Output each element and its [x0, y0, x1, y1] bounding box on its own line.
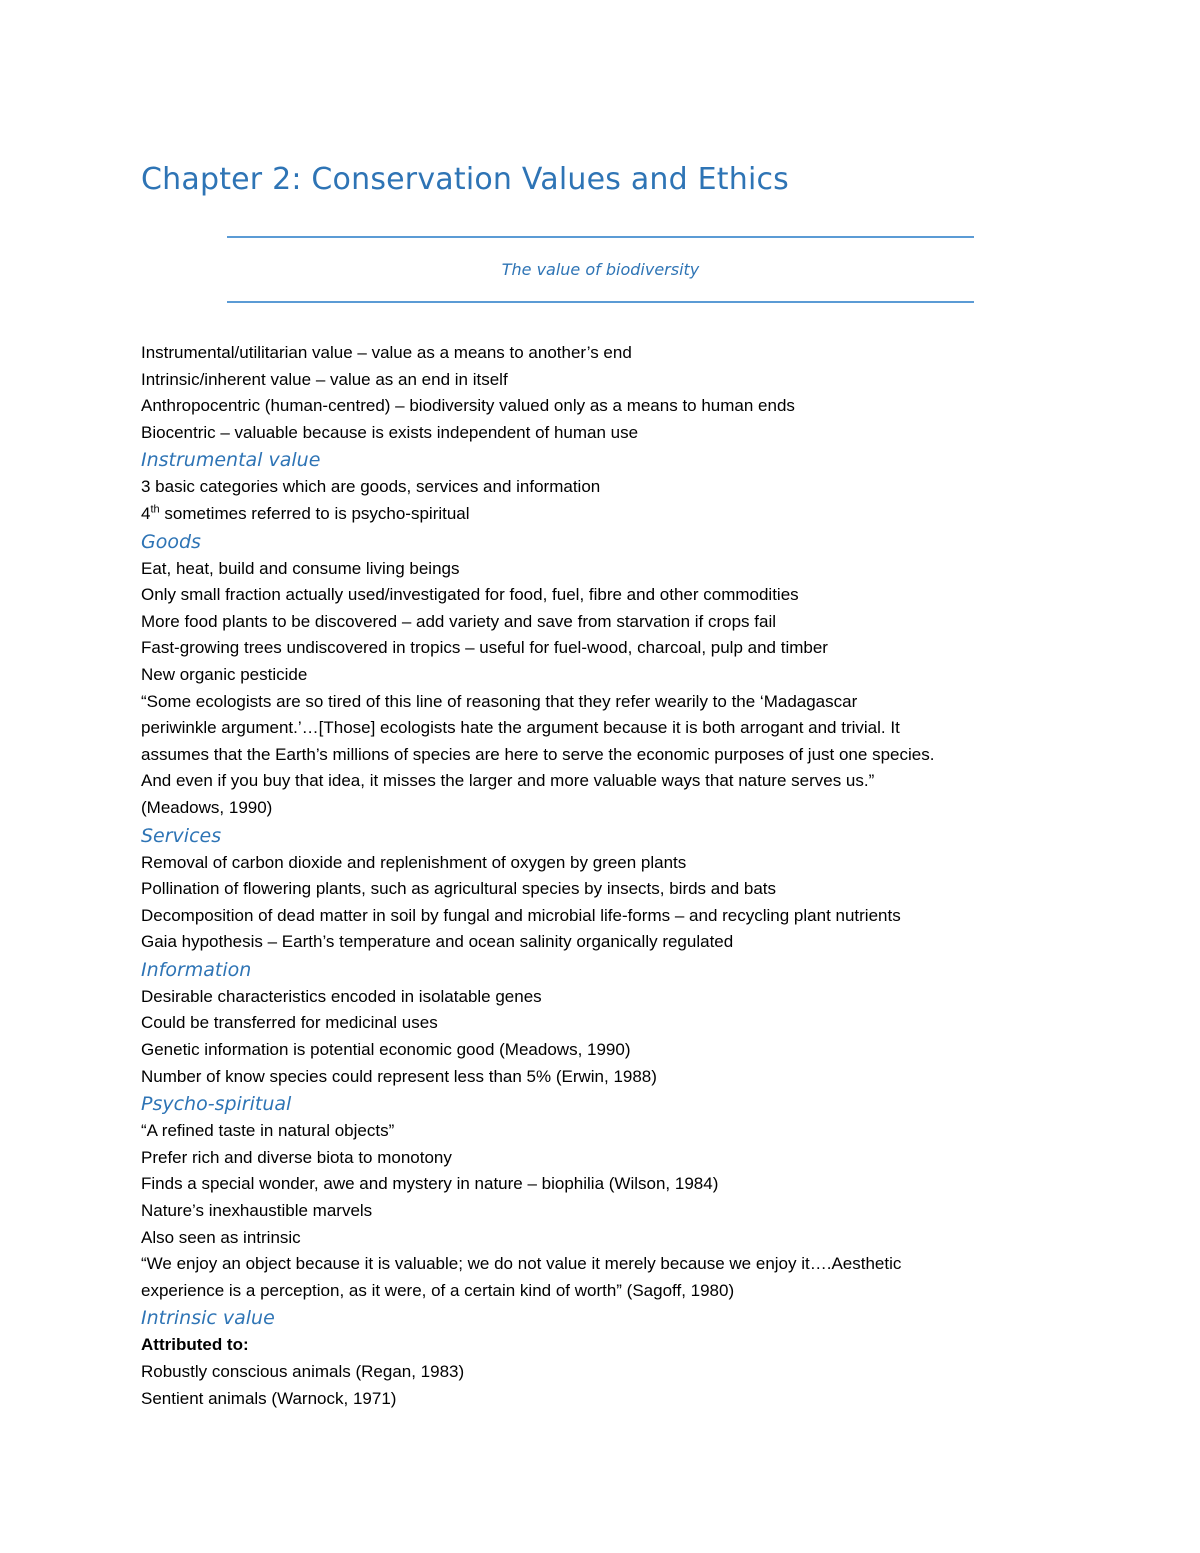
quote-line: periwinkle argument.’…[Those] ecologists hate the argument because it is both arrogant and trivial. It: [141, 718, 900, 738]
page-title: Chapter 2: Conservation Values and Ethics: [141, 162, 789, 197]
intro-line: Intrinsic/inherent value – value as an end in itself: [141, 369, 508, 389]
body-line: Eat, heat, build and consume living beings: [141, 558, 460, 578]
body-line: Finds a special wonder, awe and mystery in nature – biophilia (Wilson, 1984): [141, 1174, 719, 1194]
body-line: Fast-growing trees undiscovered in tropics – useful for fuel-wood, charcoal, pulp and timber: [141, 638, 828, 658]
body-line: Genetic information is potential economic good (Meadows, 1990): [141, 1040, 631, 1060]
subtitle-top-rule: [227, 236, 974, 238]
body-line: Sentient animals (Warnock, 1971): [141, 1388, 397, 1408]
ordinal-suffix: th: [150, 503, 160, 516]
intro-line: Anthropocentric (human-centred) – biodiversity valued only as a means to human ends: [141, 396, 795, 416]
quote-line: And even if you buy that idea, it misses the larger and more valuable ways that nature serves us.”: [141, 771, 875, 791]
subtitle: The value of biodiversity: [501, 260, 700, 279]
heading-psycho-spiritual: Psycho-spiritual: [141, 1093, 292, 1116]
body-line: Nature’s inexhaustible marvels: [141, 1201, 373, 1221]
quote-line: experience is a perception, as it were, of a certain kind of worth” (Sagoff, 1980): [141, 1280, 735, 1300]
subtitle-bottom-rule: [227, 301, 974, 303]
body-text: sometimes referred to is psycho-spiritual: [159, 503, 470, 523]
ordinal-number: 4: [141, 503, 151, 523]
heading-instrumental-value: Instrumental value: [141, 449, 321, 472]
body-line: Removal of carbon dioxide and replenishment of oxygen by green plants: [141, 852, 687, 872]
body-line: Prefer rich and diverse biota to monotony: [141, 1147, 452, 1167]
body-line: Gaia hypothesis – Earth’s temperature and ocean salinity organically regulated: [141, 932, 734, 952]
document-body: [141, 340, 1081, 1412]
body-line: New organic pesticide: [141, 664, 308, 684]
heading-services: Services: [141, 824, 222, 847]
body-line: “A refined taste in natural objects”: [141, 1121, 395, 1141]
intro-line: Biocentric – valuable because is exists independent of human use: [141, 422, 639, 442]
heading-intrinsic-value: Intrinsic value: [141, 1307, 275, 1330]
body-line: Could be transferred for medicinal uses: [141, 1013, 438, 1033]
body-line: Only small fraction actually used/investigated for food, fuel, fibre and other commodities: [141, 585, 799, 605]
body-line: More food plants to be discovered – add variety and save from starvation if crops fail: [141, 611, 776, 631]
body-line: [141, 501, 1081, 528]
body-line: 3 basic categories which are goods, services and information: [141, 477, 601, 497]
body-line: Desirable characteristics encoded in isolatable genes: [141, 986, 542, 1006]
quote-line: assumes that the Earth’s millions of species are here to serve the economic purposes of just one species.: [141, 744, 935, 764]
quote-line: “Some ecologists are so tired of this line of reasoning that they refer wearily to the ‘Madagascar: [141, 691, 858, 711]
citation: (Meadows, 1990): [141, 797, 273, 817]
body-line: Pollination of flowering plants, such as agricultural species by insects, birds and bats: [141, 879, 777, 899]
attributed-label: Attributed to:: [141, 1335, 249, 1355]
quote-line: “We enjoy an object because it is valuable; we do not value it merely because we enjoy it….Aesthetic: [141, 1254, 902, 1274]
body-line: Robustly conscious animals (Regan, 1983): [141, 1362, 465, 1381]
heading-information: Information: [141, 958, 252, 981]
body-line: Number of know species could represent less than 5% (Erwin, 1988): [141, 1066, 657, 1086]
heading-goods: Goods: [141, 530, 201, 553]
body-line: Decomposition of dead matter in soil by fungal and microbial life-forms – and recycling plant nutrients: [141, 905, 901, 925]
body-line: Also seen as intrinsic: [141, 1227, 301, 1247]
intro-line: Instrumental/utilitarian value – value as a means to another’s end: [141, 343, 632, 362]
